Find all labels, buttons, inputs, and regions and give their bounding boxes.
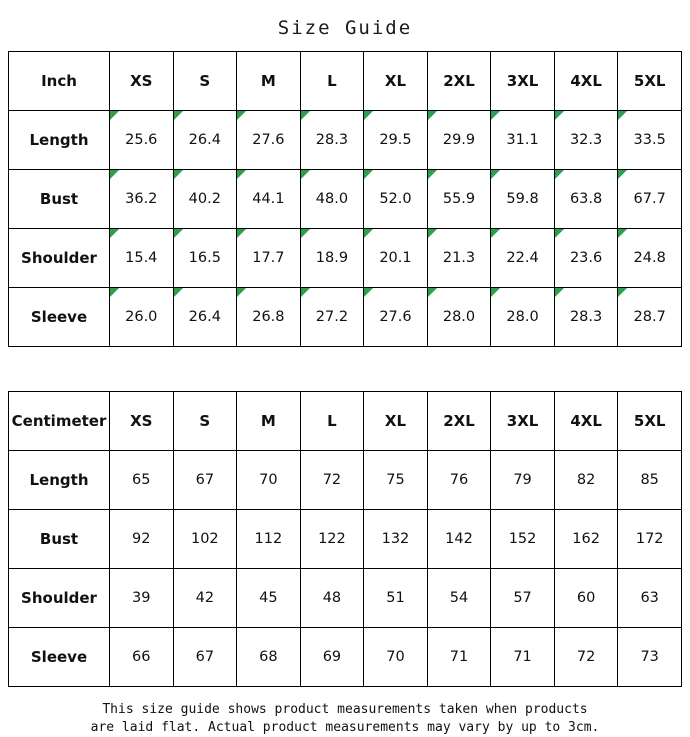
size-header-l: L (300, 52, 364, 111)
cell-sleeve-5xl: 73 (618, 628, 682, 687)
table-row (9, 111, 682, 170)
cell-sleeve-4xl: 72 (554, 628, 618, 687)
cell-shoulder-m: 45 (237, 569, 301, 628)
cell-bust-s: 102 (173, 510, 237, 569)
cell-length-xl: 75 (364, 451, 428, 510)
cell-length-3xl: 31.1 (491, 111, 555, 170)
size-header-3xl: 3XL (491, 52, 555, 111)
cell-sleeve-xl: 27.6 (364, 288, 428, 347)
size-header-l: L (300, 392, 364, 451)
cell-length-2xl: 29.9 (427, 111, 491, 170)
unit-label-inch: Inch (9, 52, 110, 111)
cell-sleeve-s: 26.4 (173, 288, 237, 347)
cell-length-m: 70 (237, 451, 301, 510)
cell-sleeve-3xl: 28.0 (491, 288, 555, 347)
cell-sleeve-2xl: 71 (427, 628, 491, 687)
cell-sleeve-m: 26.8 (237, 288, 301, 347)
cell-sleeve-4xl: 28.3 (554, 288, 618, 347)
size-header-xl: XL (364, 392, 428, 451)
cell-bust-xs: 92 (110, 510, 174, 569)
cell-sleeve-l: 69 (300, 628, 364, 687)
cell-bust-m: 44.1 (237, 170, 301, 229)
cell-sleeve-m: 68 (237, 628, 301, 687)
cell-bust-4xl: 63.8 (554, 170, 618, 229)
cell-length-l: 28.3 (300, 111, 364, 170)
size-header-5xl: 5XL (618, 52, 682, 111)
size-header-2xl: 2XL (427, 392, 491, 451)
cell-shoulder-xs: 15.4 (110, 229, 174, 288)
cell-shoulder-m: 17.7 (237, 229, 301, 288)
row-label-sleeve: Sleeve (9, 288, 110, 347)
cell-length-4xl: 32.3 (554, 111, 618, 170)
cell-length-2xl: 76 (427, 451, 491, 510)
table-row (9, 510, 682, 569)
row-label-bust: Bust (9, 170, 110, 229)
cell-shoulder-4xl: 23.6 (554, 229, 618, 288)
size-header-m: M (237, 392, 301, 451)
row-label-shoulder: Shoulder (9, 229, 110, 288)
size-header-xs: XS (110, 392, 174, 451)
cell-length-m: 27.6 (237, 111, 301, 170)
row-label-shoulder: Shoulder (9, 569, 110, 628)
cell-sleeve-xs: 26.0 (110, 288, 174, 347)
cell-shoulder-s: 42 (173, 569, 237, 628)
size-header-2xl: 2XL (427, 52, 491, 111)
cell-shoulder-2xl: 54 (427, 569, 491, 628)
cell-length-4xl: 82 (554, 451, 618, 510)
cell-sleeve-2xl: 28.0 (427, 288, 491, 347)
row-label-length: Length (9, 451, 110, 510)
table-row (9, 170, 682, 229)
table-row (9, 451, 682, 510)
cell-bust-xs: 36.2 (110, 170, 174, 229)
cell-bust-l: 122 (300, 510, 364, 569)
cell-bust-3xl: 152 (491, 510, 555, 569)
table-row (9, 288, 682, 347)
size-header-s: S (173, 392, 237, 451)
size-header-m: M (237, 52, 301, 111)
cell-shoulder-xl: 20.1 (364, 229, 428, 288)
size-header-s: S (173, 52, 237, 111)
size-header-3xl: 3XL (491, 392, 555, 451)
centimeter-size-table (8, 391, 682, 687)
cell-shoulder-l: 18.9 (300, 229, 364, 288)
cell-shoulder-3xl: 22.4 (491, 229, 555, 288)
row-label-bust: Bust (9, 510, 110, 569)
footer-line-1: This size guide shows product measurements taken when products (102, 702, 588, 717)
cell-bust-xl: 52.0 (364, 170, 428, 229)
page-title: Size Guide (277, 17, 413, 39)
table-header-row (9, 52, 682, 111)
cell-shoulder-2xl: 21.3 (427, 229, 491, 288)
cell-bust-3xl: 59.8 (491, 170, 555, 229)
table-row (9, 229, 682, 288)
cell-length-5xl: 33.5 (618, 111, 682, 170)
cell-length-3xl: 79 (491, 451, 555, 510)
cell-sleeve-s: 67 (173, 628, 237, 687)
cell-length-xl: 29.5 (364, 111, 428, 170)
size-header-xl: XL (364, 52, 428, 111)
cell-bust-2xl: 142 (427, 510, 491, 569)
cell-shoulder-xs: 39 (110, 569, 174, 628)
cell-shoulder-4xl: 60 (554, 569, 618, 628)
table-row (9, 628, 682, 687)
size-header-xs: XS (110, 52, 174, 111)
cell-length-xs: 25.6 (110, 111, 174, 170)
cell-shoulder-s: 16.5 (173, 229, 237, 288)
cell-bust-xl: 132 (364, 510, 428, 569)
size-header-4xl: 4XL (554, 392, 618, 451)
unit-label-centimeter: Centimeter (9, 392, 110, 451)
cell-bust-m: 112 (237, 510, 301, 569)
inch-size-table (8, 51, 682, 347)
row-label-length: Length (9, 111, 110, 170)
row-label-sleeve: Sleeve (9, 628, 110, 687)
cell-bust-2xl: 55.9 (427, 170, 491, 229)
cell-sleeve-l: 27.2 (300, 288, 364, 347)
table-header-row (9, 392, 682, 451)
cell-length-s: 67 (173, 451, 237, 510)
footer-line-2: are laid flat. Actual product measurements may vary by up to 3cm. (90, 720, 600, 735)
table-row (9, 569, 682, 628)
cell-length-s: 26.4 (173, 111, 237, 170)
cell-sleeve-5xl: 28.7 (618, 288, 682, 347)
cell-shoulder-l: 48 (300, 569, 364, 628)
cell-bust-4xl: 162 (554, 510, 618, 569)
cell-length-5xl: 85 (618, 451, 682, 510)
cell-sleeve-xs: 66 (110, 628, 174, 687)
cell-shoulder-5xl: 24.8 (618, 229, 682, 288)
cell-shoulder-xl: 51 (364, 569, 428, 628)
cell-length-l: 72 (300, 451, 364, 510)
cell-shoulder-5xl: 63 (618, 569, 682, 628)
size-header-4xl: 4XL (554, 52, 618, 111)
cell-shoulder-3xl: 57 (491, 569, 555, 628)
cell-bust-5xl: 67.7 (618, 170, 682, 229)
cell-bust-s: 40.2 (173, 170, 237, 229)
cell-bust-5xl: 172 (618, 510, 682, 569)
cell-bust-l: 48.0 (300, 170, 364, 229)
size-header-5xl: 5XL (618, 392, 682, 451)
cell-sleeve-3xl: 71 (491, 628, 555, 687)
table-spacer (0, 347, 690, 391)
cell-sleeve-xl: 70 (364, 628, 428, 687)
cell-length-xs: 65 (110, 451, 174, 510)
